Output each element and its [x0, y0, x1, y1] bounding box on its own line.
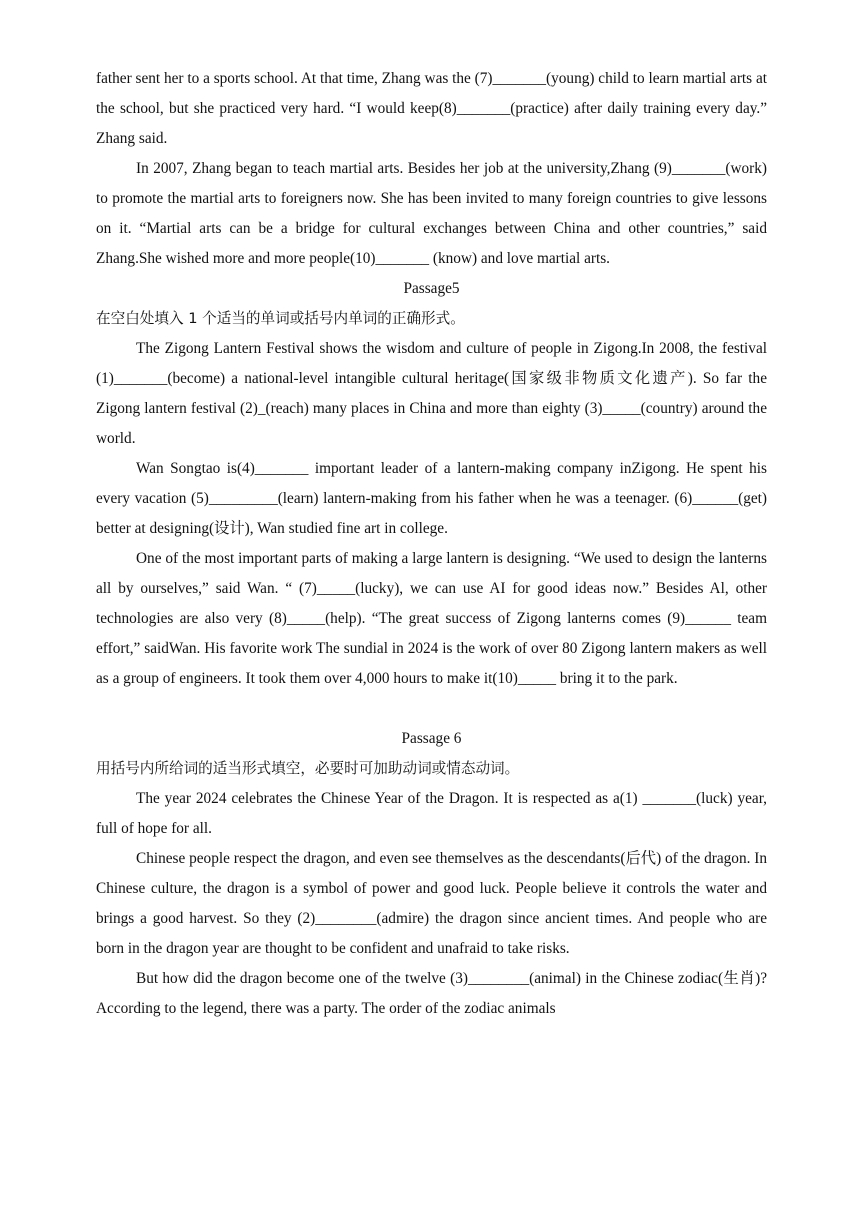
passage6-paragraph-1: The year 2024 celebrates the Chinese Year of the Dragon. It is respected as a(1) _______(luck) year, full of hope for all. — [96, 790, 767, 837]
passage5-paragraph-2: Wan Songtao is(4)_______ important leader of a lantern-making company inZigong. He spent his every vacation (5)_________(learn) lantern-making from his father when he was a teenager. (6)______(get) better at designing(设计), Wan studied fine art in college. — [96, 460, 767, 537]
document-page — [96, 64, 767, 1024]
passage6-title: Passage 6 — [401, 730, 462, 747]
passage4-paragraph-1: father sent her to a sports school. At that time, Zhang was the (7)_______(young) child to learn martial arts at the school, but she practiced very hard. “I would keep(8)_______(practice) after daily training every day.” Zhang said. — [96, 70, 767, 147]
passage6-paragraph-3: But how did the dragon become one of the twelve (3)________(animal) in the Chinese zodiac(生肖)? According to the legend, there was a party. The order of the zodiac animals — [96, 970, 767, 1017]
passage6-instruction: 用括号内所给词的适当形式填空，必要时可加助动词或情态动词。 — [96, 760, 520, 777]
passage5-paragraph-1: The Zigong Lantern Festival shows the wisdom and culture of people in Zigong.In 2008, the festival (1)_______(become) a national-level intangible cultural heritage(国家级非物质文化遗产). So far the Zigong lantern festival (2)_(reach) many places in China and more than eighty (3)_____(country) around the world. — [96, 340, 767, 447]
passage6-paragraph-2: Chinese people respect the dragon, and even see themselves as the descendants(后代) of the dragon. In Chinese culture, the dragon is a symbol of power and good luck. People believe it controls the water and brings a good harvest. So they (2)________(admire) the dragon since ancient times. And people who are born in the dragon year are thought to be confident and unafraid to take risks. — [96, 850, 767, 957]
passage5-paragraph-3: One of the most important parts of making a large lantern is designing. “We used to design the lanterns all by ourselves,” said Wan. “ (7)_____(lucky), we can use AI for good ideas now.” Besides Al, other technologies are also very (8)_____(help). “The great success of Zigong lanterns comes (9)______ team effort,” saidWan. His favorite work The sundial in 2024 is the work of over 80 Zigong lantern makers as well as a group of engineers. It took them over 4,000 hours to make it(10)_____ bring it to the park. — [96, 550, 767, 687]
passage4-paragraph-2: In 2007, Zhang began to teach martial arts. Besides her job at the university,Zhang (9)_______(work) to promote the martial arts to foreigners now. She has been invited to many foreign countries to give lessons on it. “Martial arts can be a bridge for cultural exchanges between China and other countries,” said Zhang.She wished more and more people(10)_______ (know) and love martial arts. — [96, 160, 767, 267]
passage5-instruction: 在空白处填入 1 个适当的单词或括号内单词的正确形式。 — [96, 310, 465, 327]
section-spacer — [96, 694, 767, 724]
passage5-title: Passage5 — [403, 280, 460, 297]
